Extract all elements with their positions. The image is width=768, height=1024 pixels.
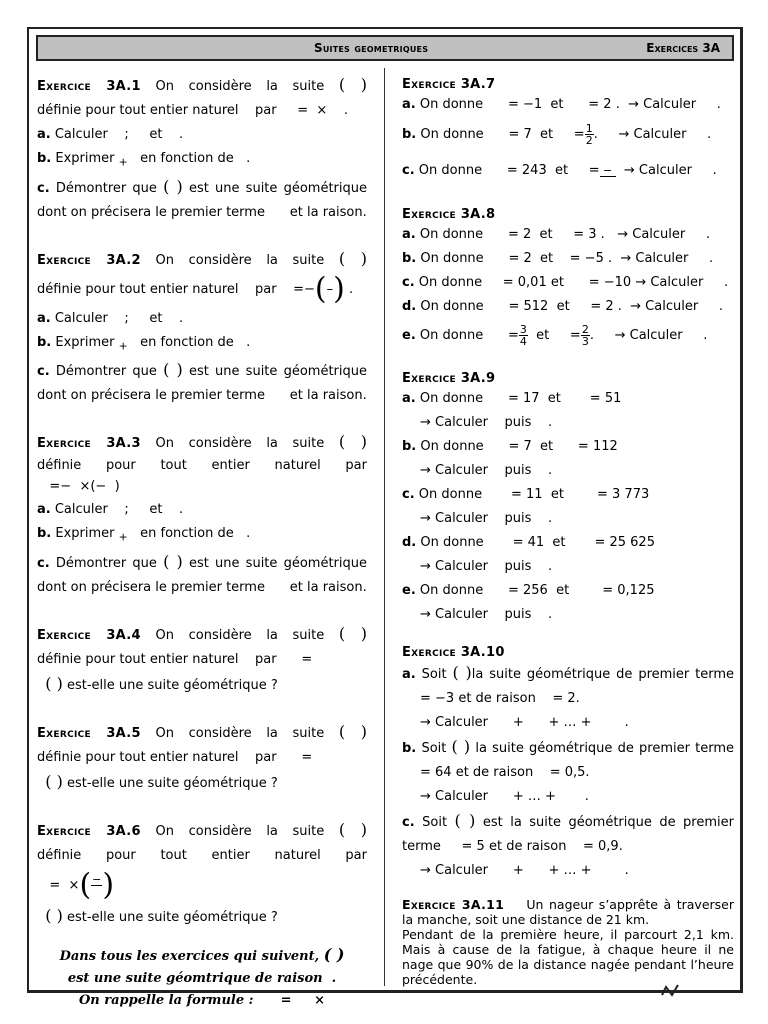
exercise-3a4 bbox=[37, 622, 367, 698]
formula-parenthesis: ( bbox=[314, 271, 327, 307]
exercise-3a3 bbox=[37, 430, 367, 600]
exercise-set-code: Exercices 3A bbox=[646, 41, 720, 55]
exercise-3a7 bbox=[402, 73, 734, 189]
question-text: la suite géométrique de premier terme bbox=[475, 741, 735, 756]
exercise-title: Exercice 3A.4 bbox=[37, 627, 141, 643]
fraction: $\frac{2}{3}$ bbox=[581, 323, 589, 348]
question-label: b. bbox=[402, 439, 417, 454]
formula-parenthesis: ) bbox=[333, 271, 345, 307]
formula-fraction: − bbox=[92, 872, 102, 886]
formula-parenthesis: ( bbox=[79, 867, 92, 903]
question-label: c. bbox=[402, 275, 415, 290]
exercise-title: Exercice 3A.8 bbox=[402, 207, 496, 222]
question-text: Exprimer bbox=[55, 334, 115, 350]
question-text: Exprimer bbox=[55, 151, 115, 166]
question-text: Calculer ; et . bbox=[54, 502, 184, 518]
exercise-question: est-elle une suite géométrique ? bbox=[66, 677, 278, 693]
sequence-parenthesis: ( ) bbox=[323, 944, 345, 964]
note-text: On rappelle la formule : = × bbox=[78, 992, 325, 1008]
question-label: d. bbox=[402, 299, 417, 314]
exercise-3a6 bbox=[37, 818, 367, 930]
question-label: c. bbox=[402, 815, 415, 830]
exercise-3a10 bbox=[402, 641, 734, 883]
exercise-title: Exercice 3A.10 bbox=[402, 645, 505, 660]
fraction: $\frac{1}{2}$ bbox=[585, 122, 593, 147]
question-text: Démontrer que bbox=[55, 180, 157, 196]
exercise-text: Un nageur s’apprête à traverser la manche, soit une distance de 21 km. bbox=[402, 897, 734, 927]
question-text: On donne = 256 et = 0,125 bbox=[419, 583, 655, 598]
calculate-instruction: → Calculer puis . bbox=[420, 511, 553, 526]
sequence-parenthesis: ( ) bbox=[338, 721, 368, 741]
formula-parenthesis: ) bbox=[102, 867, 115, 903]
question-text: terme = 5 et de raison = 0,9. bbox=[402, 839, 623, 854]
question-text: On donne = 41 et = 25 625 bbox=[420, 535, 655, 550]
exercise-title: Exercice 3A.3 bbox=[37, 436, 141, 452]
exercise-text: définie pour tout entier naturel par = bbox=[37, 651, 313, 667]
formula-fragment: = × bbox=[37, 877, 80, 893]
question-text: Calculer ; et . bbox=[54, 127, 184, 142]
question-text: . → Calculer . bbox=[593, 127, 712, 142]
question-text: On donne = 11 et = 3 773 bbox=[418, 487, 650, 502]
question-text: On donne = 2 et = −5 . → Calculer . bbox=[416, 251, 714, 266]
exercise-text: On considère la suite bbox=[155, 627, 325, 643]
sequence-parenthesis: ( ) bbox=[338, 623, 368, 643]
exercise-text: On considère la suite bbox=[155, 252, 325, 268]
plus-subscript: + bbox=[118, 155, 128, 169]
question-text: la suite géométrique de premier terme bbox=[471, 667, 735, 682]
question-label: c. bbox=[402, 163, 415, 178]
question-label: a. bbox=[37, 502, 51, 518]
question-text: Démontrer que bbox=[55, 364, 157, 380]
note-text: est une suite géomtrique de raison . bbox=[67, 970, 337, 986]
exercise-title: Exercice 3A.7 bbox=[402, 77, 496, 92]
question-text: est une suite géométrique bbox=[188, 555, 367, 571]
sequence-parenthesis: ( ) bbox=[338, 248, 368, 268]
sequence-parenthesis: ( ) bbox=[338, 819, 368, 839]
exercise-3a2: Exercice 3A.2 On considère la suite ( ) définie pour tout entier naturel par =−(–) . a. Calculer ; et . b. Exprimer $_+$ en fonction de . c. Démontrer que ( ) est une suite géométrique dont on précisera le premier terme et la raison. bbox=[37, 247, 367, 409]
exercise-3a9 bbox=[402, 367, 734, 627]
exercise-text: définie pour tout entier naturel par bbox=[37, 103, 277, 118]
question-text: On donne = bbox=[419, 328, 519, 343]
exercise-title: Exercice 3A.2 bbox=[37, 252, 141, 268]
exercise-text: Pendant de la première heure, il parcourt 2,1 km. Mais à cause de la fatigue, à chaque heure il ne nage que 90% de la distance nagée pendant l’heure précédente. bbox=[402, 927, 734, 987]
calculate-instruction: → Calculer puis . bbox=[420, 559, 553, 574]
question-label: b. bbox=[402, 127, 417, 142]
question-text: dont on précisera le premier terme et la raison. bbox=[37, 204, 367, 220]
question-text: On donne = 243 et = bbox=[418, 163, 600, 178]
question-text: et = bbox=[536, 328, 581, 343]
plus-subscript: + bbox=[118, 339, 128, 353]
question-text: dont on précisera le premier terme et la raison. bbox=[37, 579, 367, 595]
exercise-3a1 bbox=[37, 73, 367, 225]
sequence-parenthesis: ( ) bbox=[452, 663, 472, 682]
question-text: Soit bbox=[422, 815, 448, 830]
sequence-parenthesis: ( ) bbox=[163, 551, 183, 571]
page-title: Suites geometriques bbox=[314, 41, 429, 55]
question-text: = 64 et de raison = 0,5. bbox=[420, 765, 590, 780]
calculate-instruction: → Calculer + … + . bbox=[420, 789, 589, 804]
question-label: d. bbox=[402, 535, 417, 550]
formula-fragment: =− ×(− ) bbox=[37, 479, 120, 495]
question-label: c. bbox=[402, 487, 415, 502]
exercise-text: définie pour tout entier naturel par = bbox=[37, 749, 313, 765]
question-text: = −3 et de raison = 2. bbox=[420, 691, 580, 706]
question-text: dont on précisera le premier terme et la raison. bbox=[37, 388, 367, 404]
calculate-instruction: → Calculer puis . bbox=[420, 415, 553, 430]
fraction: $\frac{3}{4}$ bbox=[519, 323, 527, 348]
question-text: → Calculer . bbox=[623, 163, 717, 178]
exercise-text: On considère la suite bbox=[155, 79, 325, 94]
left-column bbox=[37, 73, 367, 1012]
question-label: e. bbox=[402, 583, 416, 598]
question-label: c. bbox=[37, 555, 50, 571]
question-text: Soit bbox=[421, 667, 447, 682]
question-text: est une suite géométrique bbox=[188, 180, 367, 196]
formula-fragment: =− bbox=[276, 281, 315, 297]
sequence-parenthesis: ( ) bbox=[454, 811, 476, 830]
question-label: e. bbox=[402, 328, 416, 343]
exercise-text: définie pour tout entier naturel par bbox=[37, 847, 367, 863]
question-label: a. bbox=[402, 97, 416, 112]
column-divider bbox=[384, 68, 385, 986]
exercise-text: On considère la suite bbox=[155, 436, 325, 452]
question-text: Démontrer que bbox=[55, 555, 157, 571]
formula-fragment: = × . bbox=[276, 103, 348, 118]
question-text: On donne = 17 et = 51 bbox=[419, 391, 622, 406]
note-text: Dans tous les exercices qui suivent, bbox=[59, 948, 320, 964]
exercise-text: On considère la suite bbox=[155, 823, 325, 839]
exercise-title: Exercice 3A.9 bbox=[402, 371, 496, 386]
question-label: b. bbox=[37, 526, 52, 542]
question-text: On donne = −1 et = 2 . → Calculer . bbox=[419, 97, 721, 112]
formula-reminder-note bbox=[37, 944, 367, 1012]
question-label: c. bbox=[37, 180, 50, 196]
exercise-text: définie pour tout entier naturel par bbox=[37, 281, 277, 297]
question-label: a. bbox=[37, 127, 51, 142]
sequence-parenthesis: ( ) bbox=[45, 673, 63, 693]
question-text: Exprimer bbox=[55, 526, 115, 542]
calculate-instruction: → Calculer puis . bbox=[420, 607, 553, 622]
exercise-question: est-elle une suite géométrique ? bbox=[66, 909, 278, 925]
sequence-parenthesis: ( ) bbox=[451, 737, 471, 756]
question-label: c. bbox=[37, 364, 50, 380]
question-text: en fonction de . bbox=[140, 334, 251, 350]
sequence-parenthesis: ( ) bbox=[45, 771, 63, 791]
calculate-instruction: → Calculer puis . bbox=[420, 463, 553, 478]
question-text: Soit bbox=[421, 741, 447, 756]
header-bar bbox=[36, 35, 734, 61]
question-text: est une suite géométrique bbox=[188, 364, 367, 380]
question-label: b. bbox=[37, 334, 52, 350]
fraction: − bbox=[600, 165, 616, 177]
right-column bbox=[402, 73, 734, 987]
exercise-text: définie pour tout entier naturel par bbox=[37, 458, 367, 474]
sequence-parenthesis: ( ) bbox=[45, 905, 63, 925]
exercise-title: Exercice 3A.11 bbox=[402, 897, 505, 912]
calculate-instruction: → Calculer + + … + . bbox=[420, 715, 629, 730]
question-label: b. bbox=[402, 251, 417, 266]
question-label: a. bbox=[402, 667, 416, 682]
question-label: a. bbox=[402, 391, 416, 406]
sequence-parenthesis: ( ) bbox=[163, 360, 183, 380]
exercise-title: Exercice 3A.5 bbox=[37, 725, 141, 741]
sequence-parenthesis: ( ) bbox=[163, 176, 183, 196]
exercise-text: On considère la suite bbox=[155, 725, 325, 741]
question-label: a. bbox=[402, 227, 416, 242]
calculate-instruction: → Calculer + + … + . bbox=[420, 863, 629, 878]
question-label: b. bbox=[402, 741, 417, 756]
exercise-question: est-elle une suite géométrique ? bbox=[66, 775, 278, 791]
sequence-parenthesis: ( ) bbox=[338, 432, 368, 452]
question-text: en fonction de . bbox=[140, 526, 251, 542]
exercise-title: Exercice 3A.1 bbox=[37, 79, 141, 94]
question-text: On donne = 7 et = 112 bbox=[420, 439, 618, 454]
sequence-parenthesis: ( ) bbox=[338, 75, 368, 94]
exercise-3a5 bbox=[37, 720, 367, 796]
exercise-title: Exercice 3A.6 bbox=[37, 823, 141, 839]
question-text: On donne = 512 et = 2 . → Calculer . bbox=[420, 299, 723, 314]
exercise-3a11 bbox=[402, 897, 734, 987]
question-text: est la suite géométrique de premier bbox=[482, 815, 734, 830]
question-text: en fonction de . bbox=[140, 151, 251, 166]
exercise-3a8 bbox=[402, 203, 734, 353]
question-label: a. bbox=[37, 310, 51, 326]
plus-subscript: + bbox=[118, 530, 128, 544]
question-label: b. bbox=[37, 151, 52, 166]
question-text: Calculer ; et . bbox=[54, 310, 184, 326]
question-text: On donne = 2 et = 3 . → Calculer . bbox=[419, 227, 711, 242]
question-text: On donne = 0,01 et = −10 → Calculer . bbox=[418, 275, 729, 290]
question-text: . → Calculer . bbox=[589, 328, 708, 343]
question-text: On donne = 7 et = bbox=[420, 127, 585, 142]
